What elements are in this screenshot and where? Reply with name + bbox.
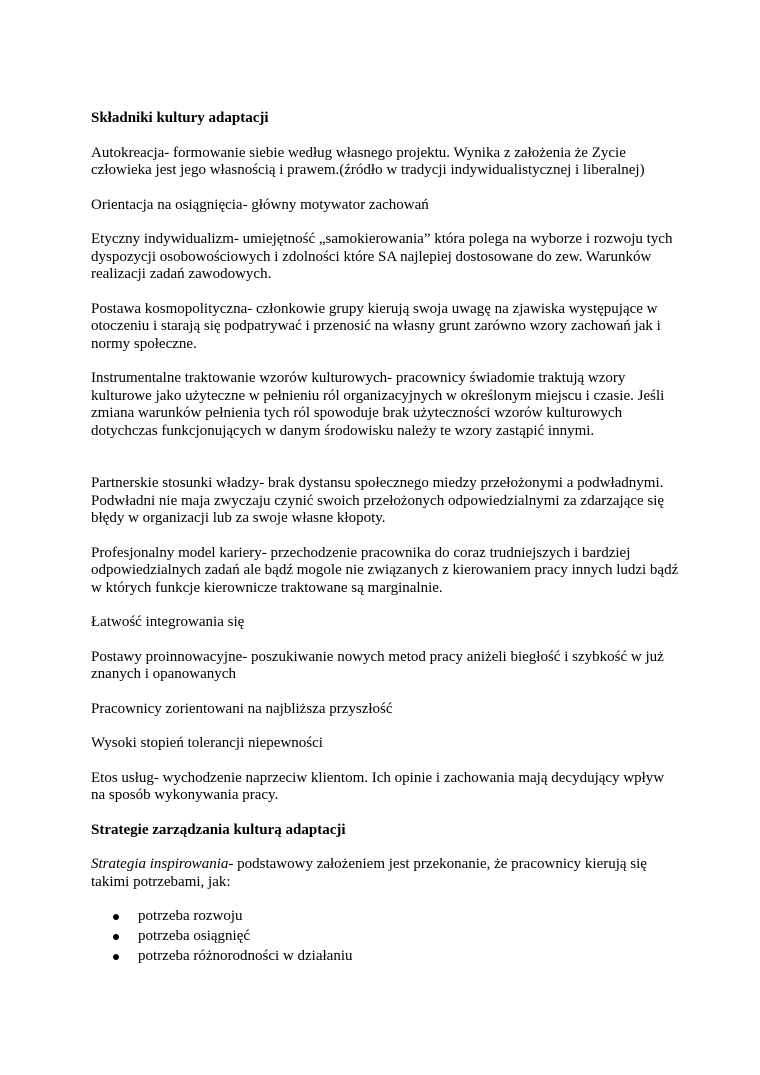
list-item-text: potrzeba rozwoju — [138, 908, 243, 924]
paragraph-integrowanie: Łatwość integrowania się — [91, 614, 245, 630]
paragraph-przyszlosc: Pracownicy zorientowani na najbliższa przyszłość — [91, 700, 393, 717]
bullet-icon — [113, 914, 119, 920]
list-item-text: potrzeba różnorodności w działaniu — [138, 948, 353, 964]
needs-list — [91, 908, 681, 966]
bullet-icon — [113, 934, 119, 940]
list-item — [91, 948, 681, 966]
section-heading-strategies: Strategie zarządzania kulturą adaptacji — [91, 821, 346, 838]
paragraph-kariera: Profesjonalny model kariery- przechodzenie pracownika do coraz trudniejszych i bardziej odpowiedzialnych zadań ale bądź mogole nie związanych z kierowaniem pracy innych ludzi bądź w których funkcje kierownicze traktowane są marginalnie. — [91, 544, 679, 596]
paragraph-indywidualizm: Etyczny indywidualizm- umiejętność „samokierowania” która polega na wyborze i rozwoju tych dyspozycji osobowościowych i zdolności które SA najlepiej dostosowane do zew. Warunków realizacji zadań zawodowych. — [91, 231, 673, 282]
list-item — [91, 908, 681, 926]
paragraph-autokreacja: Autokreacja- formowanie siebie według własnego projektu. Wynika z założenia że Zycie człowieka jest jego własnością i prawem.(źródło w tradycji indywidualistycznej i liberalnej) — [91, 144, 645, 178]
paragraph-partnerskie: Partnerskie stosunki władzy- brak dystansu społecznego miedzy przełożonymi a podwładnymi. Podwładni nie maja zwyczaju czynić swoich przełożonych odpowiedzialnymi za zdarzające się błędy w organizacji lub za swoje własne kłopoty. — [91, 475, 665, 526]
bullet-icon — [113, 954, 119, 960]
paragraph-etos-uslug: Etos usług- wychodzenie naprzeciw klientom. Ich opinie i zachowania mają decydujący wpływ na sposób wykonywania pracy. — [91, 769, 665, 803]
paragraph-tolerancja: Wysoki stopień tolerancji niepewności — [91, 735, 323, 751]
strategy-term: Strategia inspirowania — [91, 856, 229, 872]
paragraph-instrumentalne: Instrumentalne traktowanie wzorów kulturowych- pracownicy świadomie traktują wzory kulturowe jako użyteczne w pełnieniu ról organizacyjnych w określonym miejscu i czasie. Jeśli zmiana warunków pełnienia tych ról spowoduje brak użyteczności wzorów kulturowych dotychczas funkcjonujących w danym środowisku należy te wzory zastąpić innymi. — [91, 370, 665, 439]
paragraph-proinnowacyjne: Postawy proinnowacyjne- poszukiwanie nowych metod pracy aniżeli biegłość i szybkość w już znanych i opanowanych — [91, 648, 664, 682]
list-item — [91, 928, 681, 946]
paragraph-strategia-inspirowania — [91, 856, 681, 891]
document-body — [91, 110, 681, 968]
paragraph-orientacja: Orientacja na osiągnięcia- główny motywator zachowań — [91, 196, 429, 213]
list-item-text: potrzeba osiągnięć — [138, 928, 251, 944]
section-heading-culture-components: Składniki kultury adaptacji — [91, 110, 269, 126]
strategy-description: - podstawowy założeniem jest przekonanie, że pracownicy kierują się takimi potrzebami, jak: — [91, 856, 647, 890]
paragraph-kosmopolityczna: Postawa kosmopolityczna- członkowie grupy kierują swoja uwagę na zjawiska występujące w otoczeniu i starają się podpatrywać i przenosić na własny grunt zarówno wzory zachowań jak i normy społeczne. — [91, 300, 661, 352]
